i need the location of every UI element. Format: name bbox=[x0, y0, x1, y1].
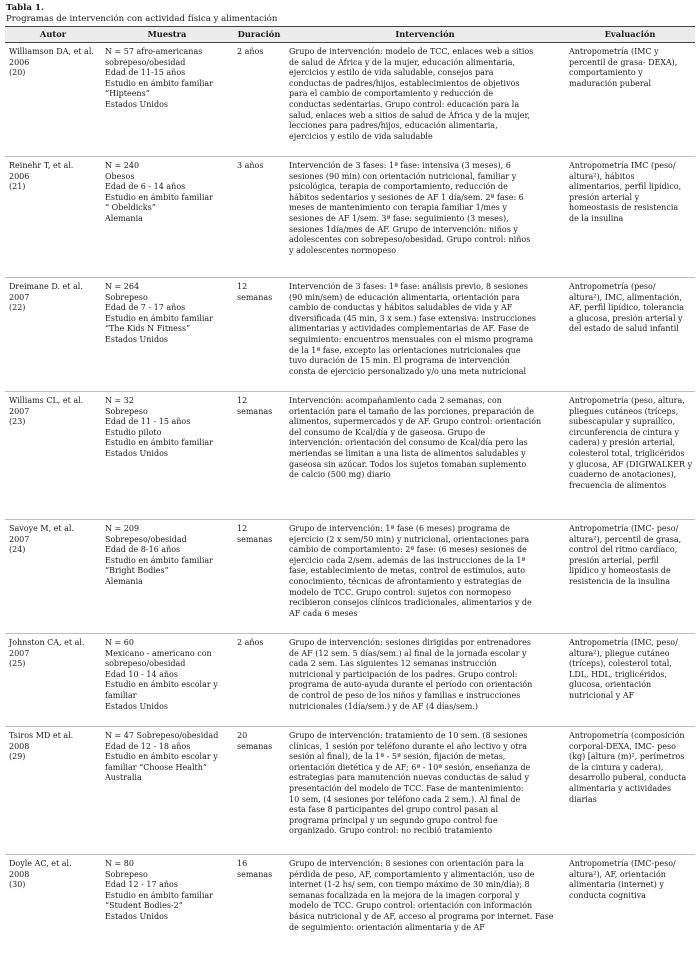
cell-autor bbox=[5, 278, 101, 392]
muestra-line: Estados Unidos bbox=[105, 448, 169, 458]
muestra-line: Edad de 12 - 18 años bbox=[105, 741, 191, 751]
evaluacion-line: cadera) y presión arterial, bbox=[569, 438, 676, 448]
autor-line: (24) bbox=[9, 545, 26, 555]
muestra-line: Edad 12 - 17 años bbox=[105, 880, 178, 890]
intervencion-line: conductas sedentarias. Grupo control: educación para la bbox=[289, 99, 520, 109]
cell-autor bbox=[5, 43, 101, 157]
evaluacion-line: Antropometría (IMC- peso/ bbox=[569, 524, 679, 533]
intervencion-line: gaseosa sin azúcar. Todos los sujetos tomaban suplemento bbox=[289, 459, 527, 469]
cell-muestra bbox=[101, 392, 233, 520]
evaluacion-line: presión arterial y bbox=[569, 192, 640, 202]
evaluacion-line: altura²), percentil de grasa, bbox=[569, 534, 682, 544]
evaluacion-line: alimentaria y actividades bbox=[569, 783, 672, 793]
intervencion-line: semanas focalizada en la mejora de la imagen corporal y bbox=[289, 890, 520, 900]
table-row bbox=[5, 727, 695, 855]
muestra-line: Australia bbox=[105, 773, 142, 783]
muestra-line: “Hipteens” bbox=[105, 89, 150, 99]
evaluacion-line: glucosa, orientación bbox=[569, 680, 652, 690]
cell-duracion bbox=[233, 43, 285, 157]
muestra-line: Alemania bbox=[105, 576, 143, 586]
evaluacion-line: lipídico y homeostasis de bbox=[569, 566, 671, 576]
intervencion-line: esta fase 8 participantes del grupo control pasan al bbox=[289, 805, 499, 815]
intervencion-line: AF cada 6 meses bbox=[289, 608, 358, 618]
intervencion-line: 10 sem, (4 sesiones por teléfono cada 2 sem.). Al final de bbox=[289, 794, 521, 804]
muestra-line: Estudio en ámbito familiar bbox=[105, 192, 213, 202]
cell-duracion bbox=[233, 157, 285, 278]
intervencion-line: psicológica, terapia de comportamiento, reducción de bbox=[289, 182, 508, 192]
table-caption bbox=[6, 3, 277, 25]
muestra-line: N = 32 bbox=[105, 396, 134, 405]
autor-line: Johnston CA, et al. bbox=[9, 638, 85, 647]
muestra-line: Sobrepeso bbox=[105, 406, 148, 416]
evaluacion-line: circunferencia de cintura y bbox=[569, 427, 680, 437]
intervencion-line: de salud de África y de la mujer, educación alimentaria, bbox=[289, 57, 515, 67]
autor-line: 2007 bbox=[9, 406, 30, 416]
table-row bbox=[5, 392, 695, 520]
muestra-line: “The Kids N Fitness” bbox=[105, 324, 191, 334]
muestra-line: Estudio en ámbito familiar bbox=[105, 555, 213, 565]
intervencion-line: hábitos sedentarios y sesiones de AF 1 día/sem. 2ª fase: 6 bbox=[289, 192, 524, 202]
intervencion-line: de la 1ª fase, excepto las orientaciones nutricionales que bbox=[289, 345, 521, 355]
intervencion-line: ejercicios y estilo de vida saludable bbox=[289, 131, 433, 141]
evaluacion-line: altura²), AF, orientación bbox=[569, 869, 666, 879]
cell-evaluacion bbox=[565, 392, 695, 520]
muestra-line: Estudio en ámbito familiar bbox=[105, 438, 213, 448]
intervencion-line: Grupo de intervención: tratamiento de 10 sem. (8 sesiones bbox=[289, 731, 528, 740]
duracion-line: semanas bbox=[237, 741, 273, 751]
duracion-line: semanas bbox=[237, 869, 273, 879]
evaluacion-line: diarias bbox=[569, 794, 597, 804]
intervencion-line: sesiones 1día/mes de AF. Grupo de intervención: niños y bbox=[289, 224, 518, 234]
header-intervencion: Intervención bbox=[285, 27, 565, 43]
cell-evaluacion bbox=[565, 855, 695, 965]
intervencion-line: sesiones (90 min) con orientación nutricional, familiar y bbox=[289, 171, 517, 181]
intervencion-line: fase, establecimiento de metas, control de estímulos, auto bbox=[289, 566, 526, 576]
intervencion-line: orientación dietética y de AF; 6ª - 10ª sesión, enseñanza de bbox=[289, 762, 531, 772]
table-row bbox=[5, 278, 695, 392]
cell-evaluacion bbox=[565, 157, 695, 278]
intervencion-line: básica nutricional y de AF, acceso al programa por internet. Fase bbox=[289, 911, 554, 921]
table-row bbox=[5, 157, 695, 278]
muestra-line: Edad de 11-15 años bbox=[105, 68, 186, 78]
table-row bbox=[5, 855, 695, 965]
muestra-line: sobrepeso/obesidad bbox=[105, 659, 186, 669]
table-row bbox=[5, 520, 695, 634]
header-muestra: Muestra bbox=[101, 27, 233, 43]
muestra-line: N = 60 bbox=[105, 638, 134, 647]
cell-autor bbox=[5, 520, 101, 634]
intervencion-line: internet (1-2 hs/ sem, con tiempo máximo de 30 min/día); 8 bbox=[289, 880, 530, 890]
cell-intervencion bbox=[285, 727, 565, 855]
cell-evaluacion bbox=[565, 634, 695, 727]
muestra-line: “Bright Bodies” bbox=[105, 566, 169, 576]
muestra-line: Obesos bbox=[105, 171, 135, 181]
autor-line: 2008 bbox=[9, 869, 30, 879]
table-number: Tabla 1. bbox=[6, 3, 44, 13]
cell-muestra bbox=[101, 520, 233, 634]
intervencion-line: Grupo de intervención: modelo de TCC, enlaces web a sitios bbox=[289, 47, 534, 56]
intervencion-line: recibieron consejos clínicos tradicionales, alimentarios y de bbox=[289, 598, 532, 608]
evaluacion-line: nutricional y AF bbox=[569, 690, 635, 700]
evaluacion-line: comportamiento y bbox=[569, 68, 643, 78]
table-row bbox=[5, 634, 695, 727]
intervencion-line: cambio de conductas y hábitos saludables de vida y AF bbox=[289, 303, 513, 313]
autor-line: (22) bbox=[9, 303, 26, 313]
cell-intervencion bbox=[285, 43, 565, 157]
evaluacion-line: cuaderno de anotaciones), bbox=[569, 470, 677, 480]
autor-line: 2006 bbox=[9, 57, 30, 67]
autor-line: (20) bbox=[9, 68, 26, 78]
duracion-line: semanas bbox=[237, 292, 273, 302]
evaluacion-line: pliegues cutáneos (tríceps, bbox=[569, 406, 679, 416]
intervencion-line: intervención: orientación del consumo de Kcal/día pero las bbox=[289, 438, 528, 448]
evaluacion-line: Antropometría IMC (peso/ bbox=[569, 161, 676, 170]
muestra-line: Estudio piloto bbox=[105, 427, 162, 437]
intervencion-line: nutricional y participación de los padres. Grupo control: bbox=[289, 669, 518, 679]
autor-line: 2006 bbox=[9, 171, 30, 181]
muestra-line: Sobrepeso/obesidad bbox=[105, 534, 187, 544]
muestra-line: Estados Unidos bbox=[105, 911, 169, 921]
intervencion-line: tuvo duración de 15 min. El programa de intervención bbox=[289, 356, 510, 366]
cell-intervencion bbox=[285, 855, 565, 965]
intervencion-line: Grupo de intervención: 8 sesiones con orientación para la bbox=[289, 859, 524, 868]
intervencion-line: lecciones para padres/hijos, educación alimentaria, bbox=[289, 121, 498, 131]
autor-line: 2007 bbox=[9, 648, 30, 658]
intervencion-line: Grupo de intervención: sesiones dirigidas por entrenadores bbox=[289, 638, 532, 647]
evaluacion-line: alimentaria (internet) y bbox=[569, 880, 664, 890]
intervencion-line: pérdida de peso, AF, comportamiento y alimentación, uso de bbox=[289, 869, 535, 879]
duracion-line: 12 bbox=[237, 524, 248, 533]
muestra-line: N = 209 bbox=[105, 524, 140, 533]
autor-line: (25) bbox=[9, 659, 26, 669]
header-duracion: Duración bbox=[233, 27, 285, 43]
autor-line: (23) bbox=[9, 417, 26, 427]
intervencion-line: alimentarias y actividades complementarias de AF. Fase de bbox=[289, 324, 529, 334]
cell-duracion bbox=[233, 392, 285, 520]
intervencion-line: adolescentes con sobrepeso/obesidad. Grupo control: niños bbox=[289, 235, 531, 245]
muestra-line: Estudio en ámbito familiar bbox=[105, 890, 213, 900]
table-row bbox=[5, 43, 695, 157]
evaluacion-line: altura²), IMC, alimentación, bbox=[569, 292, 682, 302]
intervencion-line: Intervención de 3 fases: 1ª fase: intensiva (3 meses), 6 bbox=[289, 161, 511, 170]
cell-autor bbox=[5, 392, 101, 520]
duracion-line: semanas bbox=[237, 534, 273, 544]
evaluacion-line: de la insulina bbox=[569, 213, 624, 223]
evaluacion-line: Antropometría (peso/ bbox=[569, 282, 656, 291]
autor-line: Williams CL, et al. bbox=[9, 396, 84, 405]
intervencion-line: y adolescentes normopeso bbox=[289, 245, 397, 255]
cell-intervencion bbox=[285, 634, 565, 727]
intervencion-line: conocimiento, técnicas de afrontamiento y estrategias de bbox=[289, 576, 522, 586]
intervencion-line: sesiones de AF 1/sem. 3ª fase: seguimiento (3 meses), bbox=[289, 213, 509, 223]
muestra-line: familiar bbox=[105, 690, 137, 700]
muestra-line: Edad de 8-16 años bbox=[105, 545, 181, 555]
intervencion-line: ejercicio (2 x sem/50 min) y nutricional, orientaciones para bbox=[289, 534, 530, 544]
evaluacion-line: percentil de grasa- DEXA), bbox=[569, 57, 678, 67]
intervencion-line: estrategias para manutención nuevas conductas de salud y bbox=[289, 773, 530, 783]
evaluacion-line: Antropometría (IMC, peso/ bbox=[569, 638, 678, 647]
cell-muestra bbox=[101, 855, 233, 965]
cell-duracion bbox=[233, 727, 285, 855]
intervencion-line: meriendas se limitan a una lista de alimentos saludables y bbox=[289, 448, 526, 458]
evaluacion-line: conducta cognitiva bbox=[569, 890, 646, 900]
cell-muestra bbox=[101, 634, 233, 727]
muestra-line: Edad de 6 - 14 años bbox=[105, 182, 186, 192]
intervencion-line: diversificada (45 min, 3 x sem.) fase extensiva: instrucciones bbox=[289, 313, 536, 323]
intervencion-line: alimentos, supermercados y de AF. Grupo control: orientación bbox=[289, 417, 542, 427]
muestra-line: familiar “Choose Health” bbox=[105, 762, 208, 772]
intervention-programs-table bbox=[5, 26, 695, 965]
muestra-line: N = 80 bbox=[105, 859, 134, 868]
muestra-line: Estados Unidos bbox=[105, 334, 169, 344]
muestra-line: Sobrepeso bbox=[105, 869, 148, 879]
intervencion-line: ejercicio cada 2/sem. además de las instrucciones de la 1ª bbox=[289, 555, 526, 565]
intervencion-line: para el cambio de comportamiento y reducción de bbox=[289, 89, 494, 99]
intervencion-line: nutricionales (1día/sem.) y de AF (4 días/sem.) bbox=[289, 701, 479, 711]
intervencion-line: Intervención: acompañamiento cada 2 semanas, con bbox=[289, 396, 502, 405]
table-header-row bbox=[5, 27, 695, 43]
evaluacion-line: del estado de salud infantil bbox=[569, 324, 679, 334]
intervencion-line: seguimiento: encuentros mensuales con el mismo programa bbox=[289, 334, 534, 344]
evaluacion-line: alimentarios, perfil lipídico, bbox=[569, 182, 682, 192]
cell-intervencion bbox=[285, 392, 565, 520]
intervencion-line: de control de peso de los niños y familias e instrucciones bbox=[289, 690, 521, 700]
cell-muestra bbox=[101, 43, 233, 157]
evaluacion-line: LDL, HDL, triglicéridos, bbox=[569, 669, 667, 679]
evaluacion-line: de la cintura y cadera), bbox=[569, 762, 664, 772]
evaluacion-line: maduración puberal bbox=[569, 78, 652, 88]
autor-line: Tsiros MD et al. bbox=[9, 731, 74, 740]
evaluacion-line: altura²), pliegue cutáneo bbox=[569, 648, 670, 658]
muestra-line: “Student Bodies-2” bbox=[105, 901, 183, 911]
autor-line: Reinehr T, et al. bbox=[9, 161, 74, 170]
muestra-line: Sobrepeso bbox=[105, 292, 148, 302]
muestra-line: Estados Unidos bbox=[105, 701, 169, 711]
muestra-line: Estudio en ámbito familiar bbox=[105, 313, 213, 323]
intervencion-line: (90 min/sem) de educación alimentaria, orientación para bbox=[289, 292, 520, 302]
cell-evaluacion bbox=[565, 727, 695, 855]
cell-autor bbox=[5, 727, 101, 855]
autor-line: Dreimane D. et al. bbox=[9, 282, 83, 291]
cell-autor bbox=[5, 855, 101, 965]
autor-line: (29) bbox=[9, 752, 26, 762]
cell-duracion bbox=[233, 634, 285, 727]
evaluacion-line: resistencia de la insulina bbox=[569, 576, 671, 586]
intervencion-line: Grupo de intervención: 1ª fase (6 meses) programa de bbox=[289, 524, 510, 533]
cell-intervencion bbox=[285, 157, 565, 278]
intervencion-line: de AF (12 sem. 5 días/sem.) al final de la jornada escolar y bbox=[289, 648, 527, 658]
autor-line: (21) bbox=[9, 182, 26, 192]
header-evaluacion: Evaluación bbox=[565, 27, 695, 43]
autor-line: Savoye M, et al. bbox=[9, 524, 75, 533]
muestra-line: Edad de 11 - 15 años bbox=[105, 417, 191, 427]
intervencion-line: presentación del modelo de TCC. Fase de mantenimiento: bbox=[289, 783, 524, 793]
evaluacion-line: Antropometría (IMC y bbox=[569, 47, 659, 56]
intervencion-line: clínicas, 1 sesión por teléfono durante el año lectivo y otra bbox=[289, 741, 527, 751]
intervencion-line: sesión al final), de la 1ª - 5ª sesión, fijación de metas, bbox=[289, 752, 506, 762]
intervencion-line: meses de mantenimiento con terapia familiar 1/mes y bbox=[289, 203, 507, 213]
muestra-line: Estudio en ámbito familiar bbox=[105, 78, 213, 88]
intervencion-line: modelo de TCC. Grupo control: sujetos con normopeso bbox=[289, 587, 512, 597]
autor-line: Doyle AC, et al. bbox=[9, 859, 72, 868]
autor-line: 2007 bbox=[9, 292, 30, 302]
duracion-line: 3 años bbox=[237, 161, 264, 170]
evaluacion-line: subescapular y suprailíco, bbox=[569, 417, 675, 427]
evaluacion-line: a glucosa, presión arterial y bbox=[569, 313, 683, 323]
duracion-line: 2 años bbox=[237, 47, 264, 56]
cell-muestra bbox=[101, 727, 233, 855]
intervencion-line: modelo de TCC. Grupo control: orientación con información bbox=[289, 901, 533, 911]
evaluacion-line: corporal-DEXA, IMC- peso bbox=[569, 741, 676, 751]
evaluacion-line: presión arterial, perfil bbox=[569, 555, 659, 565]
muestra-line: N = 240 bbox=[105, 161, 140, 170]
duracion-line: 2 años bbox=[237, 638, 264, 647]
evaluacion-line: Antropometría (composición bbox=[569, 731, 685, 740]
muestra-line: “ Obeldicks” bbox=[105, 203, 156, 213]
duracion-line: 12 bbox=[237, 396, 248, 405]
autor-line: 2007 bbox=[9, 534, 30, 544]
intervencion-line: cada 2 sem. Las siguientes 12 semanas instrucción bbox=[289, 659, 497, 669]
intervencion-line: cambio de comportamiento: 2ª fase: (6 meses) sesiones de bbox=[289, 545, 527, 555]
intervencion-line: consta de ejercicio personalizado y/o una meta nutricional bbox=[289, 366, 527, 376]
evaluacion-line: altura²), hábitos bbox=[569, 171, 635, 181]
autor-line: Williamson DA, et al. bbox=[9, 47, 94, 56]
intervencion-line: programa principal y un segundo grupo control fue bbox=[289, 815, 498, 825]
cell-evaluacion bbox=[565, 43, 695, 157]
duracion-line: 12 bbox=[237, 282, 248, 291]
intervencion-line: programa de auto-ayuda durante el período con orientación bbox=[289, 680, 533, 690]
muestra-line: N = 57 afro-americanas bbox=[105, 47, 203, 56]
muestra-line: N = 47 Sobrepeso/obesidad bbox=[105, 731, 219, 740]
cell-muestra bbox=[101, 157, 233, 278]
evaluacion-line: y glucosa, AF (DIGIWALKER y bbox=[569, 459, 693, 469]
evaluacion-line: AF, perfil lipídico, tolerancia bbox=[569, 303, 685, 313]
duracion-line: 16 bbox=[237, 859, 248, 868]
intervencion-line: del consumo de Kcal/día y de gaseosa. Grupo de bbox=[289, 427, 486, 437]
muestra-line: Estados Unidos bbox=[105, 99, 169, 109]
autor-line: 2008 bbox=[9, 741, 30, 751]
table-title: Programas de intervención con actividad física y alimentación bbox=[6, 14, 278, 24]
muestra-line: Mexicano - americano con bbox=[105, 648, 212, 658]
cell-intervencion bbox=[285, 520, 565, 634]
autor-line: (30) bbox=[9, 880, 26, 890]
table-body bbox=[5, 43, 695, 965]
duracion-line: semanas bbox=[237, 406, 273, 416]
cell-duracion bbox=[233, 278, 285, 392]
evaluacion-line: desarrollo puberal, conducta bbox=[569, 773, 687, 783]
intervencion-line: Intervención de 3 fases: 1ª fase: análisis previo, 8 sesiones bbox=[289, 282, 528, 291]
evaluacion-line: homeostasis de resistencia bbox=[569, 203, 679, 213]
intervencion-line: salud, enlaces web a sitios de salud de África y de la mujer, bbox=[289, 110, 530, 120]
cell-intervencion bbox=[285, 278, 565, 392]
cell-muestra bbox=[101, 278, 233, 392]
evaluacion-line: frecuencia de alimentos bbox=[569, 480, 667, 490]
evaluacion-line: (tríceps), colesterol total, bbox=[569, 659, 672, 669]
header-autor: Autor bbox=[5, 27, 101, 43]
cell-duracion bbox=[233, 520, 285, 634]
intervencion-line: de seguimiento: orientación alimentaria y de AF bbox=[289, 922, 485, 932]
evaluacion-line: Antropometría (IMC-peso/ bbox=[569, 859, 676, 868]
cell-autor bbox=[5, 157, 101, 278]
muestra-line: sobrepeso/obesidad bbox=[105, 57, 186, 67]
muestra-line: Edad 10 - 14 años bbox=[105, 669, 178, 679]
muestra-line: Estudio en ámbito escolar y bbox=[105, 680, 218, 690]
intervencion-line: de calcio (500 mg) diario bbox=[289, 470, 391, 480]
intervencion-line: organizado. Grupo control: no recibió tratamiento bbox=[289, 826, 493, 836]
intervencion-line: conductas de padres/hijos, establecimientos de objetivos bbox=[289, 78, 520, 88]
muestra-line: Estudio en ámbito escolar y bbox=[105, 752, 218, 762]
evaluacion-line: colesterol total, triglicéridos bbox=[569, 448, 685, 458]
cell-evaluacion bbox=[565, 278, 695, 392]
duracion-line: 20 bbox=[237, 731, 248, 740]
evaluacion-line: control del ritmo cardíaco, bbox=[569, 545, 678, 555]
intervencion-line: ejercicios y estilo de vida saludable, consejos para bbox=[289, 68, 494, 78]
muestra-line: Edad de 7 - 17 años bbox=[105, 303, 186, 313]
evaluacion-line: Antropometría (peso, altura, bbox=[569, 396, 685, 405]
muestra-line: Alemania bbox=[105, 213, 143, 223]
cell-duracion bbox=[233, 855, 285, 965]
evaluacion-line: (kg) [altura (m)², perímetros bbox=[569, 752, 685, 762]
muestra-line: N = 264 bbox=[105, 282, 140, 291]
cell-evaluacion bbox=[565, 520, 695, 634]
intervencion-line: orientación para el tamaño de las porciones, preparación de bbox=[289, 406, 534, 416]
cell-autor bbox=[5, 634, 101, 727]
